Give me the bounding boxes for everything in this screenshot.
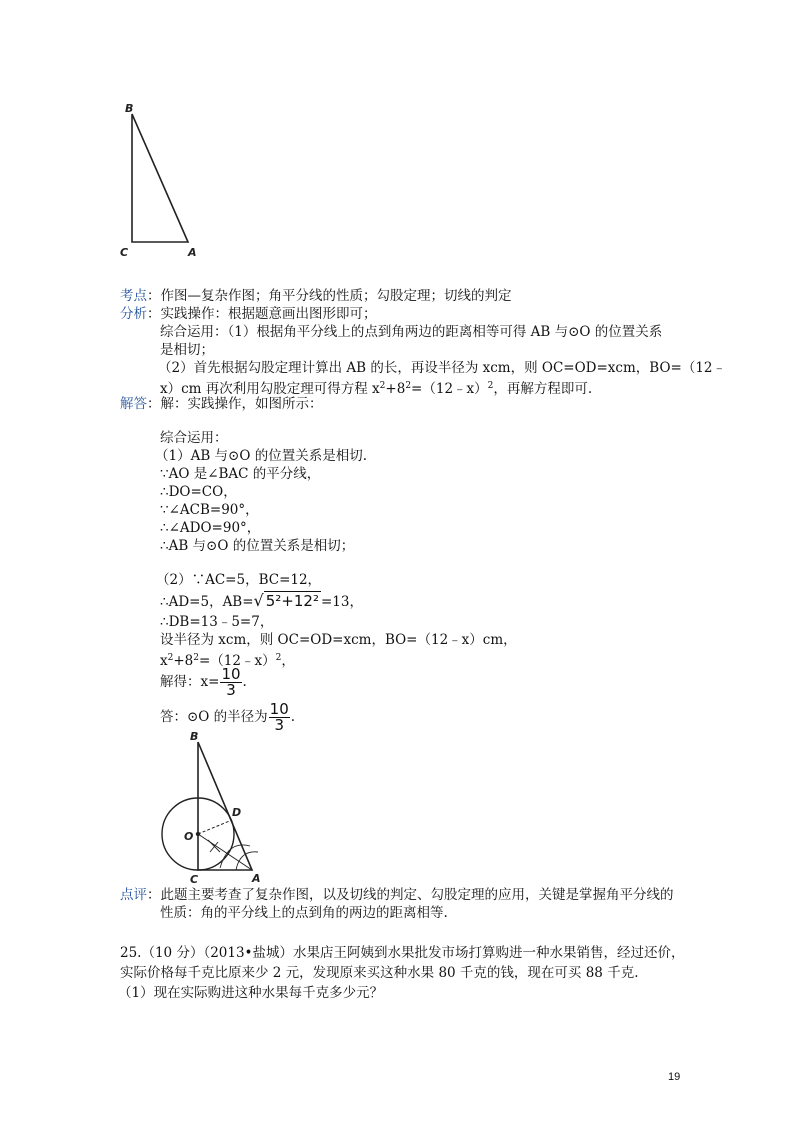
jieda-line <box>120 395 323 413</box>
fraction-answer <box>269 702 290 733</box>
fraction-10-3 <box>220 667 241 698</box>
q25-line-2: 实际价格每千克比原来少 2 元，发现原来买这种水果 80 千克的钱，现在可买 88 千克. <box>120 965 639 981</box>
solution-line12-c: =（12﹣x） <box>199 653 276 669</box>
solution-line-2: （1）AB 与⊙O 的位置关系是相切. <box>155 448 368 464</box>
dianping-text-1: ：此题主要考查了复杂作图，以及切线的判定、勾股定理的应用，关键是掌握角平分线的 <box>147 887 674 903</box>
fig2-label-A: A <box>252 872 261 884</box>
fenxi-line5-sup3: 2 <box>487 381 494 391</box>
fig2-label-C: C <box>190 873 199 884</box>
fenxi-line5-d: ，再解方程即可. <box>493 381 593 397</box>
fig1-label-B: B <box>125 102 134 115</box>
solution-line12-sup2: 2 <box>193 653 199 663</box>
dianping-line-1 <box>120 886 674 904</box>
solution-line9-a: ∴AD=5，AB= <box>160 594 254 610</box>
solution-line-7: ∴AB 与⊙O 的位置关系是相切； <box>160 538 355 554</box>
jieda-label: 解答 <box>120 396 147 412</box>
dianping-label: 点评 <box>120 887 147 903</box>
fig2-label-D: D <box>232 806 242 819</box>
triangle-figure-1 <box>112 96 222 266</box>
solution-line-11: 设半径为 xcm，则 OC=OD=xcm，BO=（12﹣x）cm， <box>160 632 517 648</box>
fig1-label-A: A <box>188 246 197 259</box>
jieda-text: ：解：实践操作，如图所示： <box>147 396 323 412</box>
fenxi-line-1 <box>120 305 377 323</box>
fenxi-text-1: ：实践操作：根据题意画出图形即可； <box>147 306 377 322</box>
solution-line14-b: . <box>290 709 296 725</box>
fig2-label-O: O <box>184 830 194 843</box>
solution-line12-d: ， <box>281 653 295 669</box>
fig1-label-C: C <box>120 246 129 259</box>
fenxi-line5-a: x）cm 再次利用勾股定理可得方程 x <box>160 381 380 397</box>
fenxi-line5-b: +8 <box>385 381 406 397</box>
solution-line-3: ∵AO 是∠BAC 的平分线， <box>160 466 321 482</box>
kaodian-label: 考点 <box>120 288 147 304</box>
page-number: 19 <box>668 1071 681 1083</box>
solution-line-9 <box>160 590 363 613</box>
solution-line13-a: 解得：x= <box>160 674 220 690</box>
solution-line9-b: =13， <box>320 594 363 610</box>
solution-line-13 <box>160 665 247 699</box>
fenxi-line5-sup2: 2 <box>405 381 412 391</box>
fenxi-line-3: 是相切； <box>160 342 214 358</box>
solution-line-8: （2）∵AC=5，BC=12， <box>156 572 322 588</box>
solution-line12-a: x <box>160 653 168 669</box>
fraction-numerator: 10 <box>221 665 241 683</box>
fenxi-line5-c: =（12﹣x） <box>411 381 488 397</box>
q25-line-3: （1）现在实际购进这种水果每千克多少元？ <box>118 985 384 1001</box>
kaodian-line <box>120 287 512 305</box>
fraction-denominator: 3 <box>226 681 236 699</box>
fenxi-label: 分析 <box>120 306 147 322</box>
solution-line13-b: . <box>242 674 247 690</box>
answer-denominator: 3 <box>274 716 284 734</box>
fenxi-line5-sup1: 2 <box>379 381 386 391</box>
solution-line12-sup3: 2 <box>275 653 282 663</box>
sqrt-radicand: 5²+12² <box>265 592 319 610</box>
q25-line-1: 25.（10 分）（2013•盐城）水果店王阿姨到水果批发市场打算购进一种水果销售，经过还价， <box>120 945 685 961</box>
fenxi-line-4: （2）首先根据勾股定理计算出 AB 的长，再设半径为 xcm，则 OC=OD=xcm，BO=（12﹣ <box>158 360 727 376</box>
fig2-label-B: B <box>190 730 199 743</box>
dianping-line-2: 性质：角的平分线上的点到角的两边的距离相等. <box>160 905 448 921</box>
solution-line-1: 综合运用： <box>160 430 228 446</box>
solution-line-6: ∴∠ADO=90°， <box>160 520 261 536</box>
circle-triangle-figure-2 <box>150 728 270 884</box>
solution-line12-sup1: 2 <box>167 653 174 663</box>
solution-line14-a: 答：⊙O 的半径为 <box>160 709 268 725</box>
answer-numerator: 10 <box>269 700 289 718</box>
solution-line-10: ∴DB=13﹣5=7， <box>160 614 274 630</box>
solution-line-5: ∵∠ACB=90°， <box>160 502 259 518</box>
kaodian-text: ：作图—复杂作图；角平分线的性质；勾股定理；切线的判定 <box>147 288 512 304</box>
fenxi-line-2: 综合运用：（1）根据角平分线上的点到角两边的距离相等可得 AB 与⊙O 的位置关系 <box>160 324 663 340</box>
sqrt-symbol: √ <box>253 591 264 610</box>
solution-line12-b: +8 <box>173 653 194 669</box>
solution-line-4: ∴DO=CO， <box>160 484 237 500</box>
